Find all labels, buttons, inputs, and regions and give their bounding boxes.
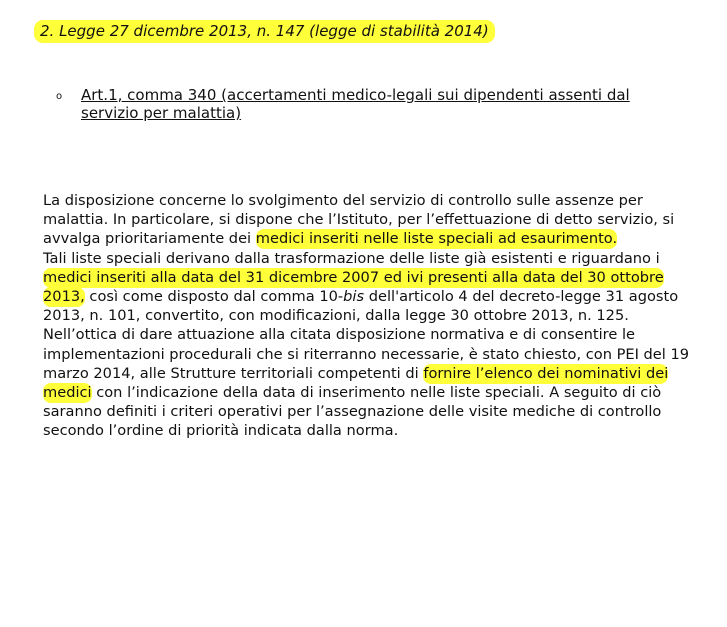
paragraph-1 [43, 191, 693, 249]
section-heading [34, 20, 495, 42]
bullet-text: Art.1, comma 340 (accertamenti medico-legali sui dipendenti assenti dal servizio per malattia) [81, 86, 630, 122]
highlight-fornire-elenco: fornire l’elenco dei nominativi dei medici [43, 364, 669, 402]
paragraph-2-italic: bis [343, 288, 365, 306]
paragraph-3-tail: con l’indicazione della data di inserimento nelle liste speciali. A seguito di ciò saranno definiti i criteri operativi per l’assegnazione delle visite mediche di controllo secondo l’ordine di priorità indicata dalla norma. [43, 384, 662, 440]
bullet-circle-icon: o [56, 91, 63, 102]
paragraph-2-text: Tali liste speciali derivano dalla trasformazione delle liste già esistenti e riguardano i [43, 249, 660, 267]
paragraph-1-text: La disposizione concerne lo svolgimento del servizio di controllo sulle assenze per malattia. In particolare, si dispone che l’Istituto, per l’effettuazione di detto servizio, si avvalga prioritariamente dei [43, 192, 675, 248]
highlight-liste-speciali: medici inseriti nelle liste speciali ad esaurimento. [255, 230, 618, 248]
highlight-medici-inseriti: medici inseriti alla data del 31 dicembre 2007 ed ivi presenti alla data del 30 ottobre 2013, [43, 268, 664, 306]
paragraph-3-text: Nell’ottica di dare attuazione alla citata disposizione normativa e di consentire le implementazioni procedurali che si riterranno necessarie, è stato chiesto, con PEI del 19 marzo 2014, alle Strutture territoriali competenti di [43, 326, 690, 382]
heading-highlight: 2. Legge 27 dicembre 2013, n. 147 (legge di stabilità 2014) [34, 20, 495, 43]
paragraph-2-tail: dell'articolo 4 del decreto-legge 31 agosto 2013, n. 101, convertito, con modificazioni, dalla legge 30 ottobre 2013, n. 125. [43, 288, 679, 325]
body-text [43, 191, 693, 441]
paragraph-2 [43, 249, 693, 326]
paragraph-2-mid: così come disposto dal comma 10- [84, 288, 344, 306]
paragraph-3 [43, 325, 693, 440]
